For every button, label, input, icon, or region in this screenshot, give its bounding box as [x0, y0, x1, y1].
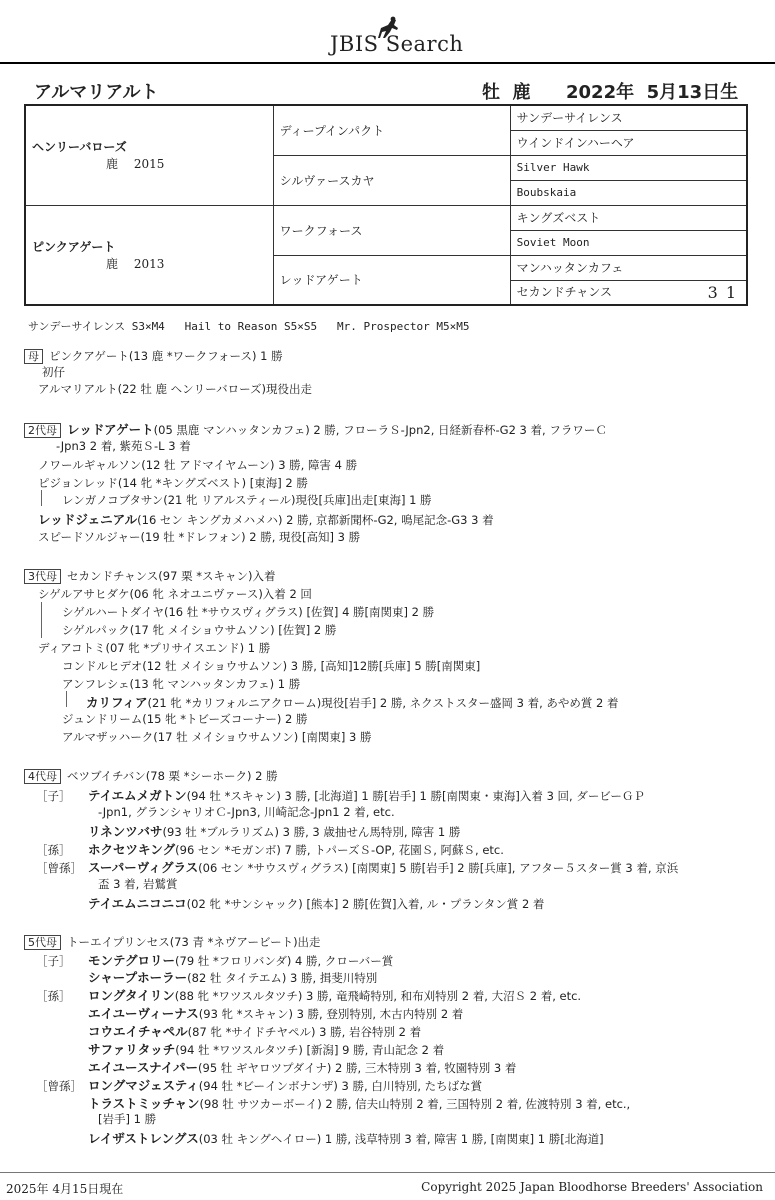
record-text: -Jpn3 2 着, 紫苑Ｓ-L 3 着: [56, 439, 191, 453]
record-text: (87 牝 *サイドチヤペル) 3 勝, 岩谷特別 2 着: [187, 1025, 422, 1039]
horse-link[interactable]: トラストミッチャン: [88, 1096, 200, 1111]
list-item: ディアコトミ(07 牝 *プリサイスエンド) 1 勝: [38, 641, 271, 655]
record-text: (79 牡 *フロリバンダ) 4 勝, クローバー賞: [175, 954, 394, 968]
record-text: (06 セン *サウスヴィグラス) [南関東] 5 勝[岩手] 2 勝[兵庫], アフター５スター賞 3 着, 京浜: [198, 861, 679, 875]
horse-link[interactable]: コウエイチャペル: [88, 1024, 188, 1039]
record-text: (03 牡 キングヘイロー) 1 勝, 浅草特別 3 着, 障害 1 勝, [南関東] 1 勝[北海道]: [198, 1132, 604, 1146]
record-text: (94 牡 *スキャン) 3 勝, [北海道] 1 勝[岩手] 1 勝[南関東・東海]入着 3 回, ダービーＧＰ: [186, 789, 645, 803]
sire-dam-cell: [273, 155, 510, 205]
gen3-name: Boubskaia: [516, 186, 577, 199]
gen3-cell: [510, 205, 747, 230]
horse-title-row: [34, 78, 739, 103]
gen3-name: Silver Hawk: [516, 161, 590, 174]
family-number: 31: [707, 282, 744, 302]
gen3-cell: [510, 280, 747, 305]
horse-link[interactable]: レッドアゲート: [67, 422, 154, 437]
record-text: (98 牡 サツカーボーイ) 2 勝, 信夫山特別 2 着, 三国特別 2 着, 佐渡特別 3 着, etc.,: [199, 1097, 631, 1111]
sire-sire-name: ディープインパクト: [279, 123, 385, 138]
gen3-name: キングズベスト: [516, 211, 601, 225]
dam-cell: [25, 205, 273, 305]
tree-connector: [66, 691, 67, 707]
horse-link[interactable]: テイエムニコニコ: [88, 896, 187, 911]
list-item: シゲルパック(17 牝 メイショウサムソン) [佐賀] 2 勝: [62, 623, 337, 637]
horse-birthdate: 2022年 5月13日生: [566, 82, 739, 103]
horse-link[interactable]: エイユースナイパー: [88, 1060, 199, 1075]
record-text: セカンドチャンス(97 栗 *スキャン)入着: [67, 569, 276, 583]
list-item: アルマザッハーク(17 牡 メイショウサムソン) [南関東] 3 勝: [62, 730, 372, 744]
record-text: トーエイプリンセス(73 青 *ネヴアービート)出走: [67, 935, 321, 949]
dam-dam-name: レッドアゲート: [279, 273, 363, 288]
relation-label: ［曾孫］: [36, 1079, 82, 1093]
record-text: [岩手] 1 勝: [98, 1112, 157, 1126]
sire-name: ヘンリーバローズ: [32, 140, 127, 155]
horse-link[interactable]: レッドジェニアル: [38, 512, 138, 527]
record-text: (05 黒鹿 マンハッタンカフェ) 2 勝, フローラＳ-Jpn2, 日経新春杯-G2 3 着, フラワーＣ: [153, 423, 607, 437]
jbis-logo[interactable]: [0, 14, 775, 60]
dam-sire-name: ワークフォース: [279, 223, 363, 238]
dam-color-year: 鹿 2013: [106, 256, 165, 271]
gen3-name: マンハッタンカフェ: [516, 261, 624, 275]
fourth-dam-section: [24, 768, 754, 913]
section-badge: 母: [24, 349, 43, 364]
record-text: (16 セン キングカメハメハ) 2 勝, 京都新聞杯-G2, 鳴尾記念-G3 3 着: [137, 513, 494, 527]
horse-link[interactable]: テイエムメガトン: [88, 788, 187, 803]
horse-link[interactable]: サファリタッチ: [88, 1042, 176, 1057]
section-badge: 5代母: [24, 935, 61, 950]
record-text: ベツブイチバン(78 栗 *シーホーク) 2 勝: [67, 769, 278, 783]
horse-link[interactable]: スーパーヴィグラス: [88, 860, 199, 875]
relation-label: ［子］: [36, 789, 71, 803]
gen3-cell: [510, 155, 747, 180]
sire-dam-name: シルヴァースカヤ: [279, 173, 375, 188]
list-item: ピジョンレッド(14 牝 *キングズベスト) [東海] 2 勝: [38, 476, 308, 490]
sire-color-year: 鹿 2015: [106, 157, 165, 172]
fifth-dam-section: [24, 934, 754, 1149]
list-item: ジュンドリーム(15 牝 *トビーズコーナー) 2 勝: [62, 712, 308, 726]
record-text: -Jpn1, グランシャリオＣ-Jpn3, 川崎記念-Jpn1 2 着, etc.: [98, 805, 395, 819]
logo-text: JBIS Search: [330, 32, 464, 56]
list-item: シゲルハートダイヤ(16 牡 *サウスヴィグラス) [佐賀] 4 勝[南関東] 2 勝: [62, 605, 435, 619]
list-item: コンドルヒデオ(12 牡 メイショウサムソン) 3 勝, [高知]12勝[兵庫] 5 勝[南関東]: [62, 659, 481, 673]
sire-cell: [25, 105, 273, 205]
horse-link[interactable]: ロングタイリン: [88, 988, 175, 1003]
relation-label: ［曾孫］: [36, 861, 82, 875]
record-text: 盃 3 着, 岩鷲賞: [98, 877, 178, 891]
section-badge: 3代母: [24, 569, 61, 584]
horse-link[interactable]: シャープホーラー: [88, 970, 188, 985]
gen3-name: Soviet Moon: [516, 236, 590, 249]
record-text: (21 牝 *カリフォルニアクローム)現役[岩手] 2 勝, ネクストスター盛岡 3 着, あやめ賞 2 着: [147, 696, 619, 710]
horse-link[interactable]: モンテグロリー: [88, 953, 176, 968]
gen3-cell: [510, 180, 747, 205]
horse-link[interactable]: リネンツバサ: [88, 824, 163, 839]
list-item: ノワールギャルソン(12 牡 アドマイヤムーン) 3 勝, 障害 4 勝: [38, 458, 358, 472]
dam-section: [24, 348, 754, 398]
inbreeding-line: サンデーサイレンス S3×M4 Hail to Reason S5×S5 Mr. Prospector M5×M5: [28, 320, 470, 333]
section-badge: 2代母: [24, 423, 61, 438]
dam-dam-cell: [273, 255, 510, 305]
list-item: シゲルアサヒダケ(06 牝 ネオユニヴァース)入着 2 回: [38, 587, 312, 601]
third-dam-section: [24, 568, 754, 748]
gen3-cell: [510, 230, 747, 255]
record-text: (02 牝 *サンシャック) [熊本] 2 勝[佐賀]入着, ル・プランタン賞 2 着: [186, 897, 545, 911]
section-badge: 4代母: [24, 769, 61, 784]
gen3-cell: [510, 130, 747, 155]
pedigree-table: [24, 104, 748, 306]
gen3-name: ウインドインハーヘア: [516, 136, 635, 150]
second-dam-section: [24, 420, 754, 545]
dam-name: ピンクアゲート: [32, 239, 116, 254]
dam-line: ピンクアゲート(13 鹿 *ワークフォース) 1 勝: [49, 349, 283, 363]
relation-label: ［孫］: [36, 843, 71, 857]
relation-label: ［子］: [36, 954, 71, 968]
record-text: (93 牡 *ブルラリズム) 3 勝, 3 歳抽せん馬特別, 障害 1 勝: [162, 825, 461, 839]
footer-date: 2025年 4月15日現在: [6, 1182, 124, 1196]
list-item: レンガノコブタサン(21 牝 リアルスティール)現役[兵庫]出走[東海] 1 勝: [62, 493, 432, 507]
horse-name: アルマリアルト: [34, 82, 159, 103]
horse-sex-color: 牡 鹿: [482, 82, 531, 103]
gen3-name: セカンドチャンス: [516, 284, 612, 299]
footer-copyright: Copyright 2025 Japan Bloodhorse Breeders' Association: [421, 1180, 763, 1194]
header-rule: [0, 62, 775, 64]
dam-line: アルマリアルト(22 牡 鹿 ヘンリーバローズ)現役出走: [38, 382, 313, 396]
horse-link[interactable]: カリフィア: [86, 695, 148, 710]
record-text: (96 セン *モガンボ) 7 勝, トパーズＳ-OP, 花園Ｓ, 阿蘇Ｓ, etc.: [175, 843, 504, 857]
record-text: (88 牝 *ワツスルタツチ) 3 勝, 竜飛崎特別, 和布刈特別 2 着, 大沼Ｓ 2 着, etc.: [174, 989, 582, 1003]
gen3-cell: [510, 255, 747, 280]
tree-connector: [41, 602, 42, 638]
list-item: アンフレシェ(13 牝 マンハッタンカフェ) 1 勝: [62, 677, 301, 691]
sire-sire-cell: [273, 105, 510, 155]
record-text: (82 牡 タイテエム) 3 勝, 揖斐川特別: [187, 971, 378, 985]
horse-link[interactable]: レイザストレングス: [88, 1131, 199, 1146]
gen3-cell: [510, 105, 747, 130]
tree-connector: [41, 490, 42, 506]
footer-rule: [0, 1172, 775, 1173]
dam-sire-cell: [273, 205, 510, 255]
relation-label: ［孫］: [36, 989, 71, 1003]
dam-line: 初仔: [42, 365, 65, 379]
horse-link[interactable]: ロングマジェスティ: [88, 1078, 199, 1093]
horse-link[interactable]: エイユーヴィーナス: [88, 1006, 199, 1021]
gen3-name: サンデーサイレンス: [516, 111, 623, 126]
list-item: スピードソルジャー(19 牡 *ドレフォン) 2 勝, 現役[高知] 3 勝: [38, 530, 361, 544]
horse-link[interactable]: ホクセツキング: [88, 842, 176, 857]
record-text: (93 牝 *スキャン) 3 勝, 登別特別, 木古内特別 2 着: [198, 1007, 464, 1021]
record-text: (94 牡 *ビーインボナンザ) 3 勝, 白川特別, たちばな賞: [198, 1079, 483, 1093]
record-text: (95 牡 ギヤロツプダイナ) 2 勝, 三木特別 3 着, 牧園特別 3 着: [198, 1061, 517, 1075]
record-text: (94 牡 *ワツスルタツチ) [新潟] 9 勝, 青山記念 2 着: [175, 1043, 445, 1057]
